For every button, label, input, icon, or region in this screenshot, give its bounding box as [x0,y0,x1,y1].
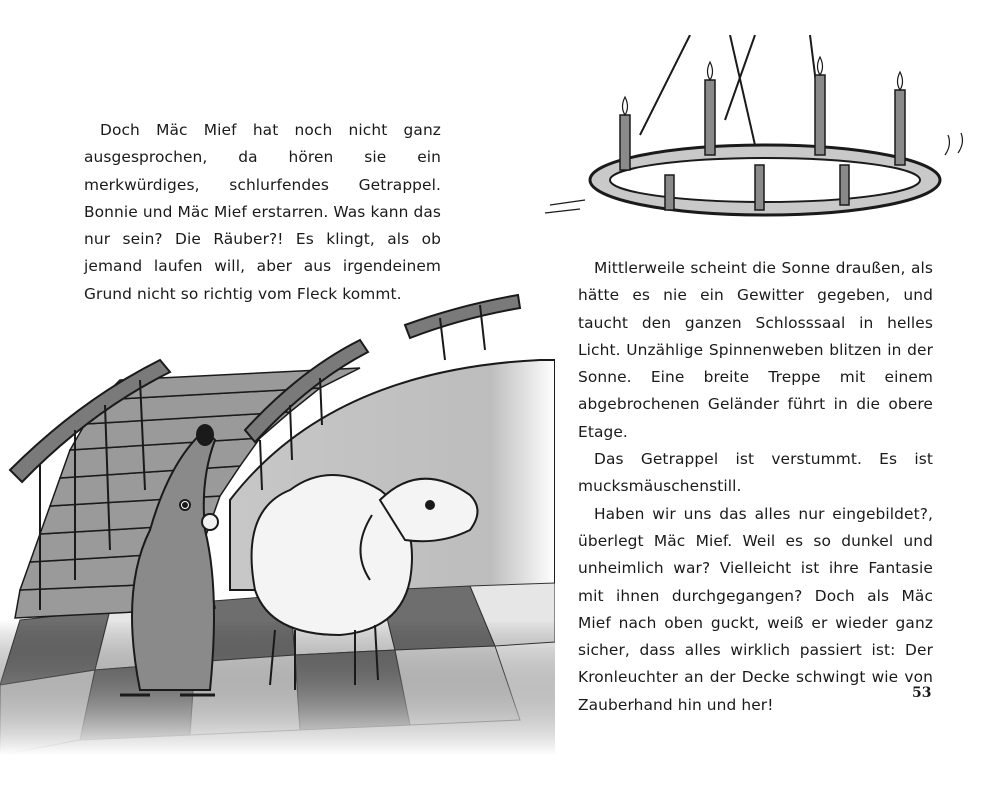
paragraph: Mittlerweile scheint die Sonne draußen, als hätte es nie ein Gewitter gegeben, und taucht den ganzen Schlosssaal in helles Licht. Unzählige Spinnenweben blitzen in der Sonne. Eine breite Treppe mit einem abgebrochenen Geländer führt in die obere Etage. [578,259,933,441]
stairs-illustration [0,290,555,755]
page-number: 53 [912,685,932,701]
paragraph: Haben wir uns das alles nur eingebildet?, überlegt Mäc Mief. Weil es so dunkel und unheimlich war? Vielleicht ist ihre Fantasie mit ihnen durchgegangen? Doch als Mäc Mief nach oben guckt, weiß er wieder ganz sicher, dass alles wirklich passiert ist: Der Kronleuchter an der Decke schwingt wie von Zauberhand hin und her! [578,504,933,714]
chandelier-illustration [540,35,980,255]
chandelier-chains [640,35,820,145]
right-page-text [578,255,933,719]
paragraph: Das Getrappel ist verstummt. Es ist mucksmäuschenstill. [578,450,933,496]
paragraph: Doch Mäc Mief hat noch nicht ganz ausgesprochen, da hören sie ein merkwürdiges, schlurfendes Getrappel. Bonnie und Mäc Mief erstarren. Was kann das nur sein? Die Räuber?! Es klingt, als ob jemand laufen will, aber aus irgendeinem Grund nicht so richtig vom Fleck kommt. [84,121,441,303]
left-page-text [84,117,441,308]
